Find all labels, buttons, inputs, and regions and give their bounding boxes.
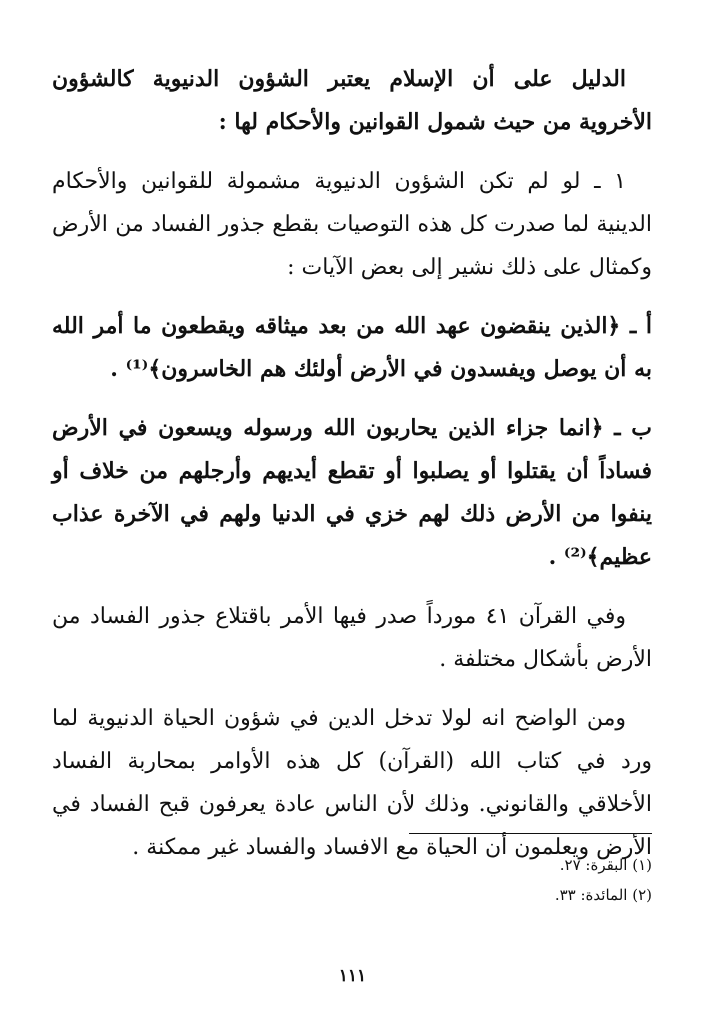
section-heading: الدليل على أن الإسلام يعتبر الشؤون الدنيوية كالشؤون الأخروية من حيث شمول القوانين والأحكام لها : [52, 66, 652, 135]
footnote-2: (٢) المائدة: ٣٣. [554, 886, 652, 904]
footnotes [352, 850, 652, 910]
page-body [52, 58, 652, 885]
footnote-separator [409, 833, 652, 834]
quran-count-paragraph: وفي القرآن ٤١ مورداً صدر فيها الأمر باقتلاع جذور الفساد من الأرض بأشكال مختلفة . [52, 604, 652, 672]
page-number: ١١١ [338, 966, 367, 986]
verse-b: ب ـ ﴿انما جزاء الذين يحاربون الله ورسوله ويسعون في الأرض فساداً أن يقتلوا أو يصلبوا أو تقطع أيديهم وأرجلهم من خلاف أو ينفوا من الأرض ذلك لهم خزي في الدنيا ولهم في الآخرة عذاب عظيم﴾⁽²⁾ . [52, 415, 652, 570]
footnote-1: (١) البقرة: ٢٧. [559, 856, 652, 874]
intro-paragraph: ١ ـ لو لم تكن الشؤون الدنيوية مشمولة للقوانين والأحكام الدينية لما صدرت كل هذه التوصيات بقطع جذور الفساد من الأرض وكمثال على ذلك نشير إلى بعض الآيات : [52, 169, 652, 280]
verse-a: أ ـ ﴿الذين ينقضون عهد الله من بعد ميثاقه ويقطعون ما أمر الله به أن يوصل ويفسدون في الأرض أولئك هم الخاسرون﴾⁽¹⁾ . [52, 313, 652, 382]
conclusion-paragraph: ومن الواضح انه لولا تدخل الدين في شؤون الحياة الدنيوية لما ورد في كتاب الله (القرآن) كل هذه الأوامر بمحاربة الفساد الأخلاقي والقانوني. وذلك لأن الناس عادة يعرفون قبح الفساد في الأرض ويعلمون أن الحياة مع الافساد والفساد غير ممكنة . [52, 706, 652, 860]
